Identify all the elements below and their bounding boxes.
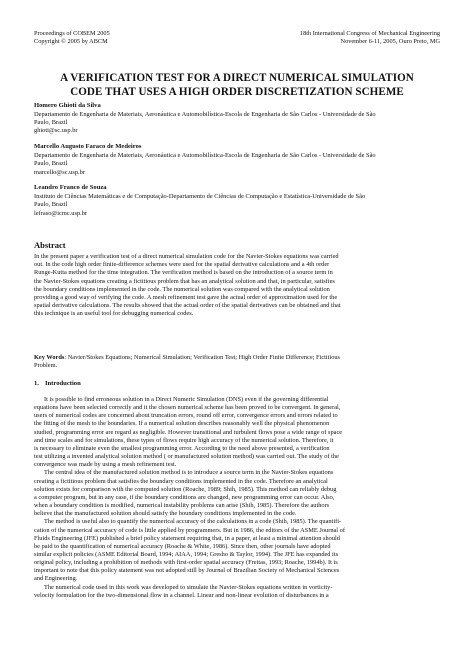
author-affiliation: Departamento de Engenharia de Materiais, Aeronáutica e Automobilística-Escola de Engenharia de São Carlos - Universidade de São	[34, 151, 376, 159]
body-line: creating a fictitious problem that satisfies the boundary conditions implemented in the code. Therefore an analytical	[34, 477, 328, 485]
abstract-line: Runge-Kutta method for the time integration. The verification method is based on the introduction of a source term in	[34, 269, 333, 277]
abstract-line: In the present paper a verification test of a direct numerical simulation code for the Navier-Stokes equations was carried	[34, 253, 339, 260]
body-line: Fluids Engineering (JFE) published a brief policy statement requiring that, in a paper, at least a minimal attention should	[34, 534, 340, 542]
paper-title	[34, 71, 440, 99]
body-text	[34, 396, 440, 600]
body-line: The central idea of the manufactured solution method is to introduce a source term in the Navier-Stokes equations	[44, 469, 334, 477]
author-email: marcello@sc.usp.br	[34, 168, 85, 176]
author-block	[34, 143, 440, 177]
abstract-line: this technique is an useful tool for debugging numerical codes.	[34, 310, 194, 318]
header-left	[34, 30, 110, 46]
body-line: is necessary to eliminate even the smallest programming error. According to the need above presented, a verification	[34, 444, 330, 452]
body-line: and time scales and for simulations, these types of flows require high accuracy of the numerical solution. Therefore, it	[34, 436, 334, 444]
abstract-text	[34, 253, 440, 319]
body-line: be paid to the quantification of numerical accuracy (Roache & White, 1986). Since then, other journals have adopted	[34, 542, 331, 550]
author-email: ghioti@sc.usp.br	[34, 127, 78, 135]
keywords-label: Key Words	[34, 354, 65, 361]
body-line: velocity formulation for the two-dimensional flow in a channel. Linear and non-linear evolution of disturbances in a	[34, 591, 329, 599]
title-line: CODE THAT USES A HIGH ORDER DISCRETIZATION SCHEME	[70, 86, 404, 98]
body-line: It is possible to find erroneous solution in a Direct Numeric Simulation (DNS) even if the governing differential	[44, 396, 329, 403]
abstract-line: spatial derivative calculations. The results showed that the actual order of the spatial derivatives can be obtained and that	[34, 302, 341, 310]
header-dates: November 6-11, 2005, Ouro Preto, MG	[340, 38, 440, 45]
body-line: studied, programming error are regard as negligible. However transitional and turbulent flows pose a wide range of space	[34, 428, 343, 436]
author-block	[34, 184, 440, 218]
keywords-text: : Navier/Stokes Equations; Numerical Simulation; Verification Test; High Order Finite Difference; Fictitious	[64, 354, 341, 361]
author-name: Marcello Augusto Faraco de Medeiros	[34, 143, 142, 151]
body-line: when a boundary condition is modified, numerical instability problems can arise (Shih, 1985). Therefore the authors	[34, 502, 330, 510]
body-line: The numerical code used in this work was developed to simulate the Navier-Stokes equations written in vorticity-	[44, 583, 333, 591]
body-line: important to note that this policy statement was not adopted still by Journal of Brazilian Society of Mechanical Sciences	[34, 567, 340, 575]
header-copyright: Copyright © 2005 by ABCM	[34, 38, 108, 45]
body-line: The method is useful also to quantify the numerical accuracy of the calculations in a code (Shih, 1985). The quantifi-	[44, 518, 342, 526]
body-line: and Engineering.	[34, 575, 78, 583]
section-number: 1.	[34, 380, 39, 387]
abstract-line: the Navier-Stokes equations creating a fictitious problem that has an analytical solution and that, in particular, satisfies	[34, 277, 335, 285]
title-line: A VERIFICATION TEST FOR A DIRECT NUMERICAL SIMULATION	[60, 72, 414, 84]
header-congress: 18th International Congress of Mechanical Engineering	[299, 30, 440, 37]
section-heading	[34, 380, 81, 387]
author-email: lefraso@icmc.usp.br	[34, 209, 88, 217]
body-line: a computer program, but in any case, if the boundary conditions are changed, new programming error can occur. Also,	[34, 493, 335, 501]
body-line: the fitting of the mesh to the boundaries. If a numerical solution describes reasonably well the physical phenomenon	[34, 420, 330, 428]
header-right	[300, 30, 440, 46]
keywords	[34, 354, 440, 370]
author-name: Homero Ghioti da Silva	[34, 102, 101, 109]
abstract-line: out. In the code high order finite-difference schemes were used for the spatial derivative calculations and a 4th order	[34, 261, 330, 269]
author-affiliation: Paulo, Brazil	[34, 160, 68, 168]
author-list	[34, 102, 440, 226]
keywords-line	[34, 354, 440, 362]
body-line: users of numerical codes are concerned about truncation errors, round off error, convergence errors and errors related to	[34, 412, 338, 420]
author-name: Leandro Franco de Souza	[34, 184, 107, 192]
abstract-line: providing a good way of verifying the code. A mesh refinement test gave the actual order of approximation used for the	[34, 294, 338, 302]
header-proceedings: Proceedings of COBEM 2005	[34, 30, 110, 37]
body-line: believe that the manufactured solution should satisfy the boundary conditions implemented in the code.	[34, 510, 297, 518]
author-affiliation: Paulo, Brazil	[34, 119, 68, 127]
body-line: cation of the numerical accuracy of code is little applied by programmers. But in 1986, the editors of the ASME Journal of	[34, 526, 345, 534]
author-block	[34, 102, 440, 136]
author-affiliation: Paulo, Brazil	[34, 201, 68, 209]
abstract-heading: Abstract	[34, 240, 66, 250]
keywords-line: Problem.	[34, 362, 58, 370]
body-line: solution exists for comparison with the computed solution (Roache, 1989; Shih, 1985). This method can reliably debug	[34, 485, 337, 493]
body-line: equations have been selected correctly and it the chosen numerical scheme has been proved to be convergent. In general,	[34, 404, 341, 412]
section-title: Introduction	[44, 380, 81, 387]
body-line: test utilizing a invented analytical solution method ( or manufactured solution method) was carried out. The study of the	[34, 453, 339, 461]
body-line: similar explicit policies (ASME Editorial Board, 1994; AIAA, 1994; Gresho & Taylor, 1994). The JFE has expanded its	[34, 550, 339, 558]
author-affiliation: Instituto de Ciências Matemáticas e de Computação-Departamento de Ciências de Computação e Estatística-Universidade de São	[34, 193, 366, 201]
body-line: convergence was made by using a mesh refinement test.	[34, 461, 177, 469]
running-header	[34, 30, 440, 46]
abstract-line: the boundary conditions implemented in the code. The numerical solution was compared with the analytical solution	[34, 285, 330, 293]
body-line: original policy, including a prohibition of methods with first-order spatial accuracy (Freitas, 1993; Roache, 1994b). It is	[34, 559, 338, 567]
author-affiliation: Departamento de Engenharia de Materiais, Aeronáutica e Automobilística-Escola de Engenharia de São Carlos - Universidade de São	[34, 110, 376, 118]
